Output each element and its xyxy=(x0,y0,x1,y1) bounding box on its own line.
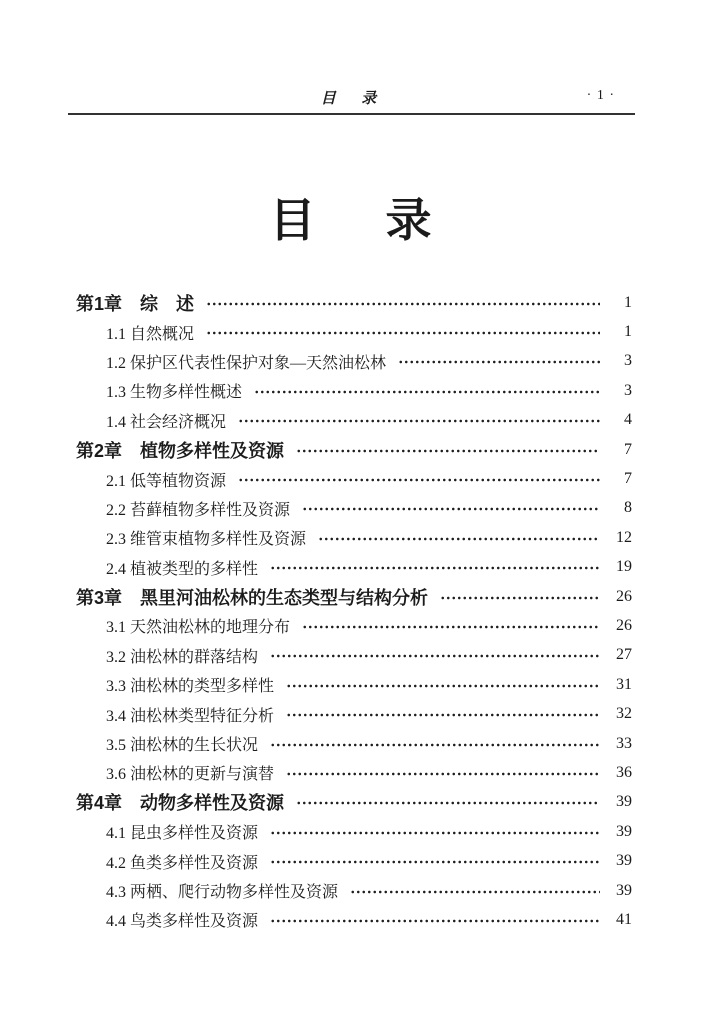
dot-leader xyxy=(254,384,600,400)
toc-section-row xyxy=(76,758,632,787)
toc-entry-page: 19 xyxy=(616,558,632,576)
dot-leader xyxy=(270,737,600,753)
toc-entry-label: 1.1 自然概况 xyxy=(106,325,195,343)
dot-leader xyxy=(296,795,600,811)
toc-entry-page: 8 xyxy=(624,499,632,517)
toc-chapter-row xyxy=(76,435,632,464)
toc-section-row xyxy=(76,846,632,875)
toc-entry-label: 3.3 油松林的类型多样性 xyxy=(106,678,275,696)
toc-section-row xyxy=(76,464,632,493)
toc-entry-page: 31 xyxy=(616,675,632,693)
toc-chapter-row xyxy=(76,582,632,611)
dot-leader xyxy=(270,648,600,664)
toc-section-row xyxy=(76,406,632,435)
toc-chapter-row xyxy=(76,288,632,317)
toc-section-row xyxy=(76,817,632,846)
toc-entry-label: 2.3 维管束植物多样性及资源 xyxy=(106,531,307,549)
running-header xyxy=(68,84,635,115)
dot-leader xyxy=(286,678,600,694)
toc-entry-label: 第3章 黑里河油松林的生态类型与结构分析 xyxy=(76,587,429,608)
toc-entry-label: 第2章 植物多样性及资源 xyxy=(76,440,285,461)
toc-entry-page: 3 xyxy=(624,352,632,370)
toc-section-row xyxy=(76,376,632,405)
toc-section-row xyxy=(76,876,632,905)
toc-entry-page: 27 xyxy=(616,646,632,664)
toc-entry-label: 第4章 动物多样性及资源 xyxy=(76,793,285,814)
toc-entry-label: 1.3 生物多样性概述 xyxy=(106,384,243,402)
dot-leader xyxy=(350,884,600,900)
running-header-page-number: · 1 · xyxy=(586,88,615,103)
toc-entry-page: 39 xyxy=(616,793,632,811)
dot-leader xyxy=(238,413,600,429)
toc-entry-label: 3.6 油松林的更新与演替 xyxy=(106,766,275,784)
toc-entry-page: 1 xyxy=(624,293,632,311)
toc-entry-label: 2.2 苔藓植物多样性及资源 xyxy=(106,501,291,519)
dot-leader xyxy=(286,766,600,782)
toc-section-row xyxy=(76,699,632,728)
toc-section-row xyxy=(76,494,632,523)
toc-section-row xyxy=(76,553,632,582)
toc-entry-label: 1.2 保护区代表性保护对象—天然油松林 xyxy=(106,354,387,372)
toc-section-row xyxy=(76,641,632,670)
table-of-contents xyxy=(76,288,632,935)
page-title: 目 录 xyxy=(269,195,444,246)
toc-section-row xyxy=(76,347,632,376)
dot-leader xyxy=(206,325,600,341)
dot-leader xyxy=(206,296,600,312)
dot-leader xyxy=(440,590,600,606)
toc-section-row xyxy=(76,905,632,934)
toc-entry-page: 1 xyxy=(624,323,632,341)
toc-entry-label: 4.1 昆虫多样性及资源 xyxy=(106,825,259,843)
toc-entry-page: 39 xyxy=(616,822,632,840)
toc-entry-label: 4.3 两栖、爬行动物多样性及资源 xyxy=(106,884,339,901)
toc-entry-label: 4.2 鱼类多样性及资源 xyxy=(106,854,259,872)
toc-entry-label: 1.4 社会经济概况 xyxy=(106,413,227,431)
toc-entry-label: 3.2 油松林的群落结构 xyxy=(106,648,259,666)
toc-chapter-row xyxy=(76,788,632,817)
toc-section-row xyxy=(76,523,632,552)
toc-entry-page: 36 xyxy=(616,763,632,781)
toc-entry-page: 41 xyxy=(616,910,632,928)
dot-leader xyxy=(302,501,600,517)
dot-leader xyxy=(270,913,600,929)
toc-entry-label: 3.5 油松林的生长状况 xyxy=(106,737,259,755)
dot-leader xyxy=(270,560,600,576)
dot-leader xyxy=(398,354,600,370)
dot-leader xyxy=(296,443,600,459)
toc-entry-page: 26 xyxy=(616,616,632,634)
toc-entry-page: 32 xyxy=(616,705,632,723)
dot-leader xyxy=(302,619,600,635)
toc-entry-label: 4.4 鸟类多样性及资源 xyxy=(106,913,259,931)
toc-entry-page: 12 xyxy=(616,528,632,546)
toc-entry-label: 第1章 综 述 xyxy=(76,293,195,314)
toc-section-row xyxy=(76,729,632,758)
toc-entry-page: 3 xyxy=(624,381,632,399)
toc-entry-page: 26 xyxy=(616,587,632,605)
toc-entry-page: 39 xyxy=(616,881,632,899)
dot-leader xyxy=(238,472,600,488)
toc-entry-page: 39 xyxy=(616,852,632,870)
toc-entry-page: 7 xyxy=(624,470,632,488)
running-header-title: 目 录 xyxy=(320,91,383,107)
dot-leader xyxy=(286,707,600,723)
toc-entry-label: 2.1 低等植物资源 xyxy=(106,472,227,490)
toc-entry-label: 2.4 植被类型的多样性 xyxy=(106,560,259,578)
toc-entry-page: 4 xyxy=(624,411,632,429)
toc-entry-label: 3.4 油松林类型特征分析 xyxy=(106,707,275,725)
toc-section-row xyxy=(76,611,632,640)
toc-entry-page: 7 xyxy=(624,440,632,458)
toc-section-row xyxy=(76,317,632,346)
toc-entry-page: 33 xyxy=(616,734,632,752)
dot-leader xyxy=(270,854,600,870)
toc-section-row xyxy=(76,670,632,699)
dot-leader xyxy=(270,825,600,841)
toc-entry-label: 3.1 天然油松林的地理分布 xyxy=(106,619,291,637)
dot-leader xyxy=(318,531,600,547)
